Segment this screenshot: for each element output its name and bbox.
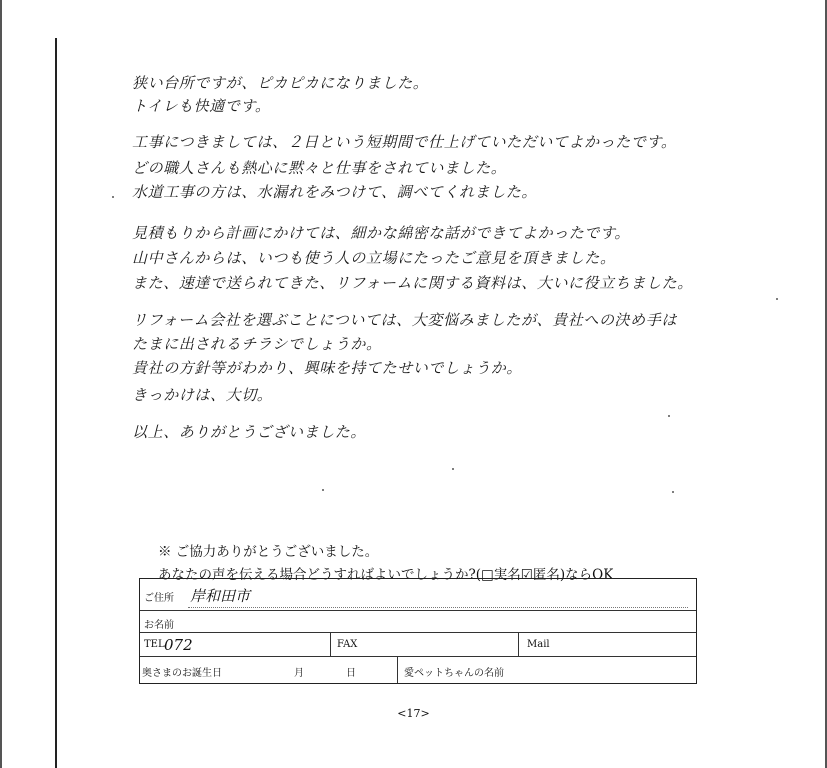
scan-speck — [672, 491, 674, 493]
pet-name-label: 愛ペットちゃんの名前 — [404, 668, 504, 679]
name-row — [140, 611, 696, 633]
letter-line: 工事につきましては、２日という短期間で仕上げていただいてよかったです。 — [132, 133, 677, 151]
birthday-pet-row — [140, 657, 696, 683]
mail-cell — [519, 633, 696, 656]
pet-cell — [398, 657, 696, 683]
page-left-edge — [0, 0, 2, 768]
letter-line: また、速達で送られてきた、リフォームに関する資料は、大いに役立ちました。 — [132, 274, 693, 292]
day-label: 日 — [346, 668, 356, 679]
binding-margin-line — [55, 38, 57, 768]
customer-info-form — [139, 578, 697, 684]
name-label: お名前 — [144, 620, 174, 631]
fax-label: FAX — [337, 639, 358, 650]
letter-line: トイレも快適です。 — [132, 97, 271, 115]
fax-cell — [331, 633, 519, 656]
scan-speck — [112, 196, 114, 198]
letter-line: 狭い台所ですが、ピカピカになりました。 — [132, 74, 429, 92]
address-label: ご住所 — [144, 593, 174, 604]
letter-line: 以上、ありがとうございました。 — [132, 423, 367, 441]
birthday-label: 奥さまのお誕生日 — [142, 668, 222, 679]
tel-label: TEL — [144, 639, 165, 650]
letter-line: 山中さんからは、いつも使う人の立場にたったご意見を頂きました。 — [132, 249, 616, 267]
letter-line: 水道工事の方は、水漏れをみつけて、調べてくれました。 — [132, 183, 538, 201]
scan-speck — [776, 298, 778, 300]
scan-speck — [452, 468, 454, 470]
page-number: <17> — [397, 707, 430, 720]
letter-line: きっかけは、大切。 — [132, 386, 273, 404]
address-value: 岸和田市 — [190, 587, 251, 605]
birthday-cell — [140, 657, 398, 683]
letter-line: リフォーム会社を選ぶことについては、大変悩みましたが、貴社への決め手は — [132, 311, 677, 329]
letter-line: たまに出されるチラシでしょうか。 — [132, 335, 382, 353]
month-label: 月 — [294, 668, 304, 679]
thanks-note: ※ ご協力ありがとうございました。 — [158, 544, 379, 560]
tel-cell — [140, 633, 331, 656]
address-row — [140, 579, 696, 611]
scan-speck — [322, 489, 324, 491]
letter-line: 貴社の方針等がわかり、興味を持てたせいでしょうか。 — [132, 359, 523, 377]
consent-question: あなたの声を伝える場合どうすればよいでしょうか?(□実名☑匿名)ならOK — [158, 567, 614, 583]
tel-value: 072 — [164, 636, 193, 654]
address-underline — [188, 607, 688, 608]
letter-line: 見積もりから計画にかけては、細かな綿密な話ができてよかったです。 — [132, 224, 631, 242]
mail-label: Mail — [527, 639, 550, 650]
scan-speck — [668, 415, 670, 417]
letter-line: どの職人さんも熱心に黙々と仕事をされていました。 — [132, 159, 507, 177]
contact-row — [140, 633, 696, 657]
